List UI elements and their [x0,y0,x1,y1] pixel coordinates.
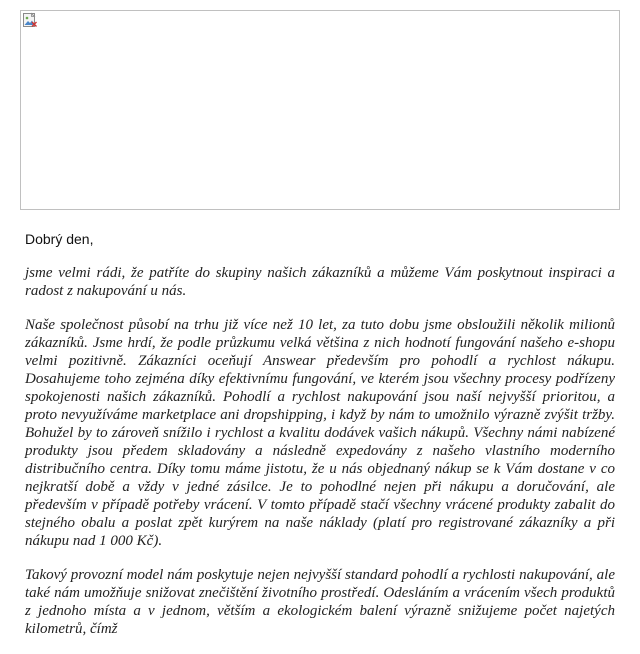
intro-paragraph: jsme velmi rádi, že patříte do skupiny našich zákazníků a můžeme Vám poskytnout inspiraci a radost z nakupování u nás. [25,265,615,299]
broken-image-icon [22,12,38,28]
email-body [25,230,615,654]
environment-paragraph: Takový provozní model nám poskytuje nejen nejvyšší standard pohodlí a rychlosti nakupování, ale také nám umožňuje snižovat znečištění životního prostředí. Odesláním a vrácením všech produktů z jednoho místa a v jednom, větším a ekologickém balení výrazně snižujeme počet najetých kilometrů, čímž [25,567,615,637]
greeting-text: Dobrý den, [25,231,94,247]
header-banner-image [20,10,620,210]
company-paragraph: Naše společnost působí na trhu již více než 10 let, za tuto dobu jsme obsloužili několik milionů zákazníků. Jsme hrdí, že podle průzkumu velká většina z nich hodnotí fungování našeho e-shopu velmi pozitivně. Zákazníci oceňují Answear především pro pohodlí a rychlost nákupu. Dosahujeme toho zejména díky efektivnímu fungování, ve kterém jsou všechny procesy podřízeny spokojenosti našich zákazníků. Pohodlí a rychlost nakupování jsou naší nejvyšší prioritou, a proto nevyužíváme marketplace ani dropshipping, i když by nám to umožnilo výrazně zvýšit tržby. Bohužel by to zároveň snížilo i rychlost a kvalitu dodávek vašich nákupů. Všechny námi nabízené produkty jsou předem skladovány a následně expedovány z našeho vlastního moderního distribučního centra. Díky tomu máme jistotu, že u nás objednaný nákup se k Vám dostane v co nejkratší době a vždy v jedné zásilce. Je to pohodlné nejen při nákupu a doručování, ale především v případě potřeby vrácení. V tomto případě stačí všechny vrácené produkty zabalit do stejného obalu a poslat zpět kurýrem na naše náklady (platí pro registrované zákazníky a při nákupu nad 1 000 Kč). [25,317,615,549]
